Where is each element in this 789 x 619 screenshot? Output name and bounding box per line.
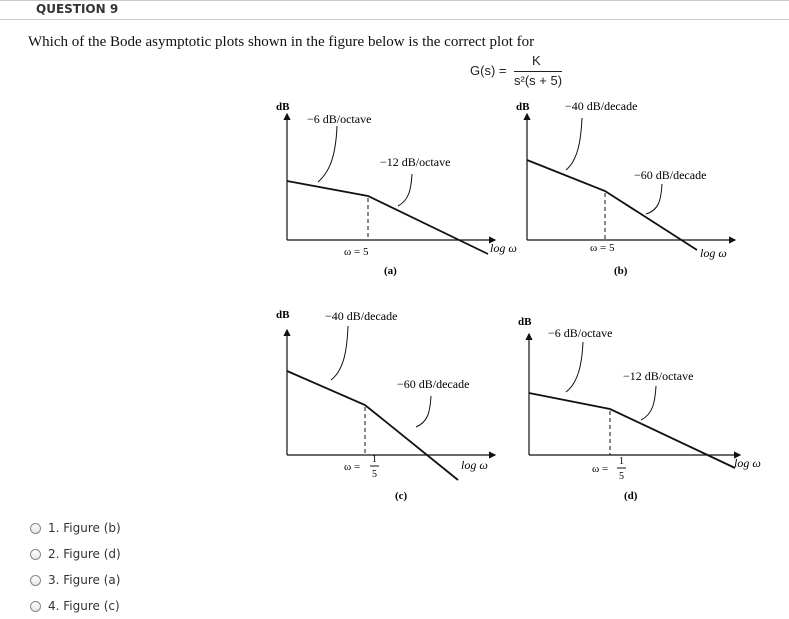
figure-d-slope2-pointer: [641, 386, 656, 420]
figure-c: [276, 309, 495, 502]
figure-a-slope1-label: −6 dB/octave: [307, 112, 372, 126]
figure-a-corner-label: ω = 5: [344, 246, 369, 258]
formula-numerator: K: [532, 53, 541, 68]
figure-b-slope1-pointer: [566, 118, 582, 170]
figure-c-corner-num: 1: [372, 454, 377, 465]
figure-c-caption: (c): [395, 490, 408, 502]
figure-d-ylabel: dB: [518, 316, 532, 328]
answer-options: [30, 515, 121, 619]
figure-d-xlabel: log ω: [734, 456, 761, 470]
figure-b-xlabel: log ω: [700, 246, 727, 260]
figure-d-corner-prefix: ω =: [592, 463, 609, 475]
figure-b-slope1-label: −40 dB/decade: [565, 99, 638, 113]
figure-a-xlabel: log ω: [490, 241, 517, 255]
figure-b-slope2-label: −60 dB/decade: [634, 168, 707, 182]
figure-b: [516, 99, 735, 277]
figure-c-slope1-pointer: [331, 326, 348, 380]
figure-b-caption: (b): [614, 265, 628, 277]
option-2-label[interactable]: 2. Figure (d): [48, 547, 121, 561]
option-1-radio[interactable]: [30, 523, 41, 534]
option-4-label[interactable]: 4. Figure (c): [48, 599, 120, 613]
figure-d-slope1-pointer: [566, 342, 583, 392]
figure-d-corner-den: 5: [619, 471, 624, 482]
figure-b-corner-label: ω = 5: [590, 242, 615, 254]
figure-a-caption: (a): [384, 265, 397, 277]
option-2-radio[interactable]: [30, 549, 41, 560]
figure-c-slope1-label: −40 dB/decade: [325, 309, 398, 323]
option-4-radio[interactable]: [30, 601, 41, 612]
figure-d-asymptote: [529, 393, 735, 468]
option-3[interactable]: [30, 567, 121, 593]
option-1[interactable]: [30, 515, 121, 541]
figure-d-slope1-label: −6 dB/octave: [548, 326, 613, 340]
figure-c-xlabel: log ω: [461, 458, 488, 472]
figure-b-ylabel: dB: [516, 101, 530, 113]
formula-lhs: G(s) =: [470, 63, 507, 78]
figure-a-slope1-pointer: [318, 126, 337, 182]
question-text: Which of the Bode asymptotic plots shown in the figure below is the correct plot for: [28, 34, 535, 50]
option-2[interactable]: [30, 541, 121, 567]
figure-b-slope2-pointer: [646, 184, 662, 214]
option-3-label[interactable]: 3. Figure (a): [48, 573, 121, 587]
option-1-label[interactable]: 1. Figure (b): [48, 521, 121, 535]
figure-a: [276, 101, 517, 277]
option-4[interactable]: [30, 593, 121, 619]
figure-a-ylabel: dB: [276, 101, 290, 113]
figure-d-slope2-label: −12 dB/octave: [623, 369, 694, 383]
figure-c-slope2-pointer: [416, 396, 431, 427]
figure-d-caption: (d): [624, 490, 638, 502]
figure-d: [518, 316, 761, 502]
figure-c-corner-prefix: ω =: [344, 461, 361, 473]
figure-c-corner-den: 5: [372, 469, 377, 480]
figure-c-ylabel: dB: [276, 309, 290, 321]
figure-c-slope2-label: −60 dB/decade: [397, 377, 470, 391]
figure-a-asymptote: [287, 181, 488, 254]
figure-a-slope2-label: −12 dB/octave: [380, 155, 451, 169]
question-title: QUESTION 9: [36, 2, 119, 16]
figure-a-slope2-pointer: [398, 174, 412, 206]
figure-d-corner-num: 1: [619, 456, 624, 467]
option-3-radio[interactable]: [30, 575, 41, 586]
formula-denominator: s²(s + 5): [514, 73, 563, 88]
